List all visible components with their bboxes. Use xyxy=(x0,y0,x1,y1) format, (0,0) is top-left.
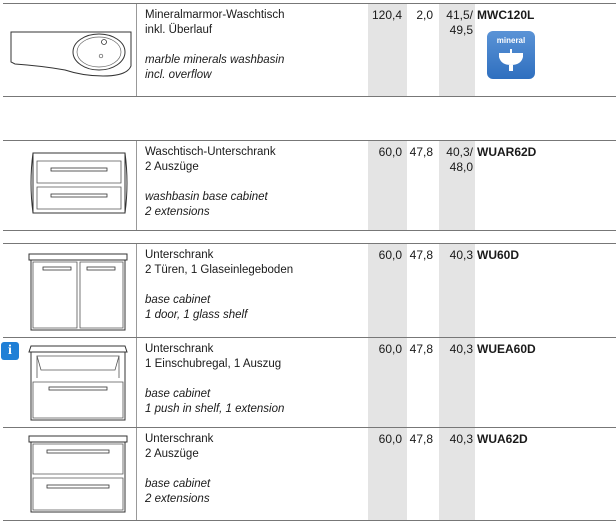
description-german-line: 1 Einschubregal, 1 Auszug xyxy=(145,358,282,370)
height-value: 47,8 xyxy=(409,248,433,262)
depth-value: 40,3 xyxy=(449,248,473,262)
product-row-wuea60d xyxy=(3,338,616,427)
cabinet-2-drawers-illustration xyxy=(3,428,136,520)
product-group-washbasin xyxy=(3,3,616,97)
description-english-line: 2 extensions xyxy=(145,493,210,505)
product-code: WUEA60D xyxy=(477,342,536,356)
product-code: WU60D xyxy=(477,248,520,262)
width-value: 120,4 xyxy=(371,8,402,22)
info-icon[interactable]: i xyxy=(1,342,19,360)
description-german-line: 2 Auszüge xyxy=(145,161,199,173)
product-code: WUA62D xyxy=(477,432,528,446)
width-value: 60,0 xyxy=(378,432,402,446)
description-german-line: 2 Türen, 1 Glaseinlegeboden xyxy=(145,264,294,276)
description-english-line: 1 door, 1 glass shelf xyxy=(145,309,248,321)
description-english-line: washbasin base cabinet xyxy=(145,191,268,203)
cabinet-shelf-drawer-illustration xyxy=(3,338,136,426)
height-value: 47,8 xyxy=(409,432,433,446)
height-value: 47,8 xyxy=(409,342,433,356)
description-german-line: 2 Auszüge xyxy=(145,448,199,460)
description-english-line: base cabinet xyxy=(145,478,211,490)
mineral-badge-icon xyxy=(487,31,535,79)
depth-value: 40,3/ 48,0 xyxy=(446,145,473,174)
width-value: 60,0 xyxy=(378,248,402,262)
cabinet-2-doors-illustration xyxy=(3,244,136,336)
product-row-wua62d xyxy=(3,428,616,521)
description-german-line: Waschtisch-Unterschrank xyxy=(145,146,276,158)
description-english-line: base cabinet xyxy=(145,388,211,400)
product-row-wu60d xyxy=(3,244,616,337)
product-description xyxy=(145,432,365,507)
depth-value: 40,3 xyxy=(449,342,473,356)
product-group-base-cabinet xyxy=(3,140,616,231)
depth-value: 40,3 xyxy=(449,432,473,446)
product-description xyxy=(145,145,365,220)
description-german-line: Unterschrank xyxy=(145,433,214,445)
product-code: WUAR62D xyxy=(477,145,537,159)
description-english-line: 1 push in shelf, 1 extension xyxy=(145,403,285,415)
description-german-line: inkl. Überlauf xyxy=(145,24,213,36)
cabinet-2-drawers-illustration xyxy=(3,141,136,231)
description-english-line: 2 extensions xyxy=(145,206,210,218)
description-english-line: incl. overflow xyxy=(145,69,212,81)
height-value: 47,8 xyxy=(409,145,433,159)
badge-label: mineral xyxy=(496,36,526,45)
product-description xyxy=(145,8,365,83)
description-english-line: base cabinet xyxy=(145,294,211,306)
product-description xyxy=(145,248,365,323)
product-code: MWC120L xyxy=(477,8,535,22)
width-value: 60,0 xyxy=(378,342,402,356)
product-description xyxy=(145,342,365,417)
washbasin-illustration xyxy=(3,4,136,96)
width-value: 60,0 xyxy=(378,145,402,159)
description-german-line: Mineralmarmor-Waschtisch xyxy=(145,9,285,21)
product-group-base-cabinets xyxy=(3,243,616,521)
description-english-line: marble minerals washbasin xyxy=(145,54,285,66)
product-row-mwc120l xyxy=(3,4,616,97)
description-german-line: Unterschrank xyxy=(145,249,214,261)
depth-value: 41,5/ 49,5 xyxy=(446,8,473,37)
product-row-wuar62d xyxy=(3,141,616,231)
description-german-line: Unterschrank xyxy=(145,343,214,355)
height-value: 2,0 xyxy=(416,8,433,22)
